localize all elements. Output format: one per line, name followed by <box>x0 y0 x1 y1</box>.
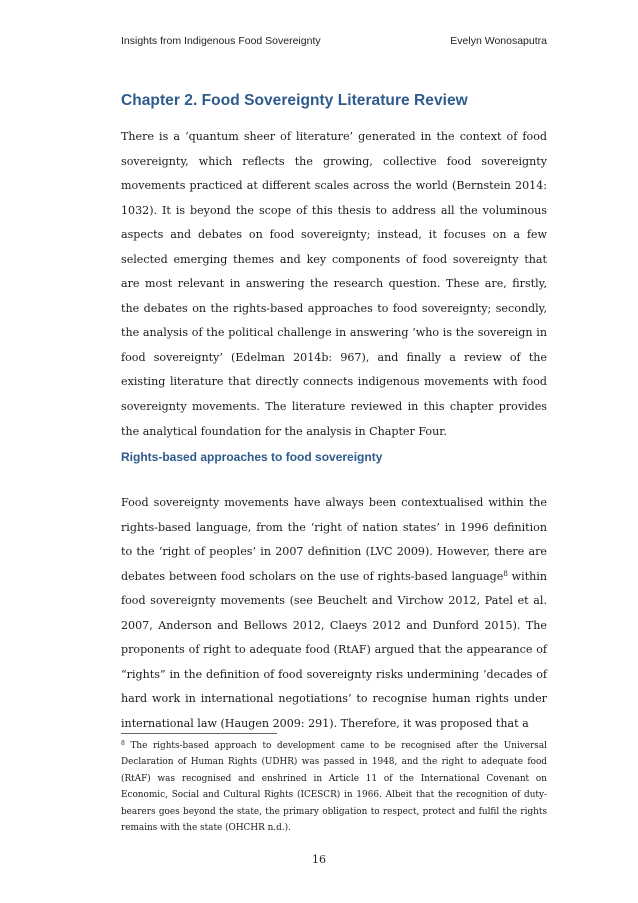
footnote-text: The rights-based approach to development came to be recognised after the Universal Declaration of Human Rights (UDHR) was passed in 1948, and the right to adequate food (RtAF) was recognised and enshrined in Article 11 of the International Covenant on Economic, Social and Cultural Rights (ICESCR) in 1966. Albeit that the recognition of duty-bearers goes beyond the state, the primary obligation to respect, protect and fulfil the rights remains with the state (OHCHR n.d.). <box>121 741 547 834</box>
footnote-reference[interactable]: 8 <box>503 569 508 578</box>
section-heading: Rights-based approaches to food sovereignty <box>121 450 383 464</box>
footnote-number: 8 <box>121 740 125 747</box>
rights-paragraph-text-end: within food sovereignty movements (see Beuchelt and Virchow 2012, Patel et al. 2007, Anderson and Bellows 2012, Claeys 2012 and Dunford 2015). The proponents of right to adequate food (RtAF) argued that the appearance of “rights” in the definition of food sovereignty risks undermining ‘decades of hard work in international negotiations’ to recognise human rights under international law (Haugen 2009: 291). Therefore, it was proposed that a <box>121 569 547 730</box>
header-title: Insights from Indigenous Food Sovereignty <box>121 35 321 47</box>
header-author: Evelyn Wonosaputra <box>450 35 547 47</box>
footnote-divider <box>121 733 277 734</box>
rights-paragraph-text-start: Food sovereignty movements have always been contextualised within the rights-based language, from the ‘right of nation states’ in 1996 definition to the ‘right of peoples’ in 2007 definition (LVC 2009). However, there are debates between food scholars on the use of rights-based language <box>121 496 547 583</box>
footnote <box>121 738 547 836</box>
chapter-title: Chapter 2. Food Sovereignty Literature Review <box>121 92 468 109</box>
page-number: 16 <box>312 853 326 866</box>
rights-paragraph <box>121 491 547 736</box>
intro-paragraph: There is a ‘quantum sheer of literature’ generated in the context of food sovereignty, which reflects the growing, collective food sovereignty movements practiced at different scales across the world (Bernstein 2014: 1032). It is beyond the scope of this thesis to address all the voluminous aspects and debates on food sovereignty; instead, it focuses on a few selected emerging themes and key components of food sovereignty that are most relevant in answering the research question. These are, firstly, the debates on the rights-based approaches to food sovereignty; secondly, the analysis of the political challenge in answering ‘who is the sovereign in food sovereignty’ (Edelman 2014b: 967), and finally a review of the existing literature that directly connects indigenous movements with food sovereignty movements. The literature reviewed in this chapter provides the analytical foundation for the analysis in Chapter Four. <box>121 130 547 438</box>
running-header <box>121 35 547 51</box>
